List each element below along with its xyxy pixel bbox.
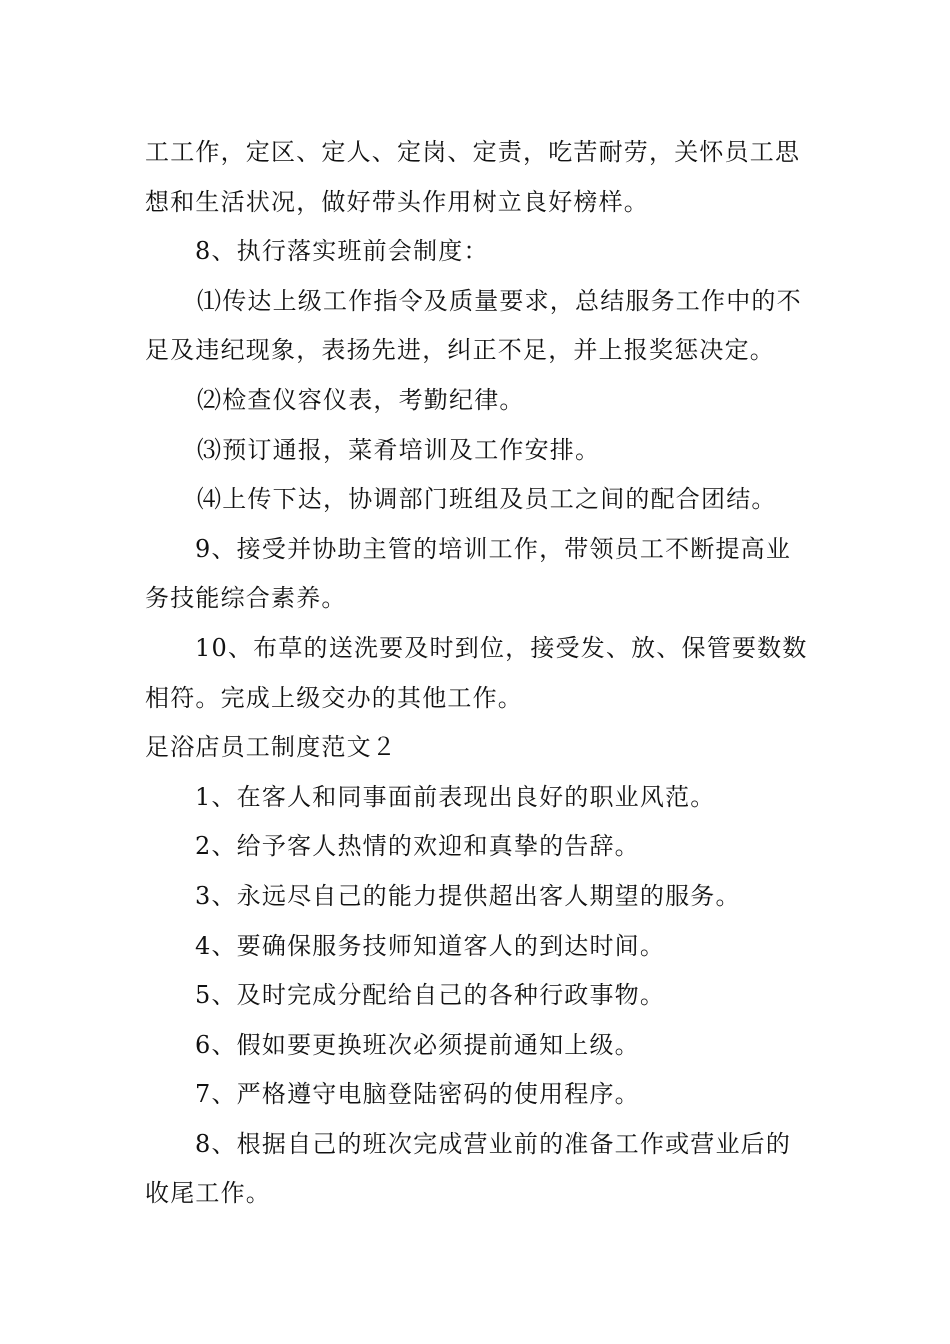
- paragraph-rule-7: 7、严格遵守电脑登陆密码的使用程序。: [195, 1080, 640, 1109]
- paragraph-item-9: 9、接受并协助主管的培训工作，带领员工不断提高业务技能综合素养。: [145, 534, 792, 613]
- paragraph-subitem-4: ⑷上传下达，协调部门班组及员工之间的配合团结。: [197, 485, 777, 514]
- paragraph-rule-4: 4、要确保服务技师知道客人的到达时间。: [195, 931, 666, 960]
- paragraph-rule-5: 5、及时完成分配给自己的各种行政事物。: [195, 981, 666, 1010]
- paragraph-subitem-1: ⑴传达上级工作指令及质量要求，总结服务工作中的不足及违纪现象，表扬先进，纠正不足，并上报奖惩决定。: [145, 286, 802, 365]
- paragraph-rule-2: 2、给予客人热情的欢迎和真挚的告辞。: [195, 832, 640, 861]
- section-heading: 足浴店员工制度范文２: [145, 733, 397, 762]
- paragraph-subitem-2: ⑵检查仪容仪表，考勤纪律。: [197, 385, 525, 414]
- document-body: [145, 128, 810, 1219]
- paragraph-item-8: 8、执行落实班前会制度：: [195, 237, 489, 266]
- paragraph-rule-6: 6、假如要更换班次必须提前通知上级。: [195, 1030, 640, 1059]
- paragraph-subitem-3: ⑶预订通报，菜肴培训及工作安排。: [197, 435, 601, 464]
- paragraph-item-10: 10、布草的送洗要及时到位，接受发、放、保管要数数相符。完成上级交办的其他工作。: [145, 633, 808, 712]
- paragraph-rule-1: 1、在客人和同事面前表现出良好的职业风范。: [195, 782, 716, 811]
- paragraph-rule-3: 3、永远尽自己的能力提供超出客人期望的服务。: [195, 881, 741, 910]
- paragraph-continuation: 工工作，定区、定人、定岗、定责，吃苦耐劳，关怀员工思想和生活状况，做好带头作用树立良好榜样。: [145, 138, 801, 216]
- paragraph-rule-8: 8、根据自己的班次完成营业前的准备工作或营业后的收尾工作。: [145, 1129, 792, 1208]
